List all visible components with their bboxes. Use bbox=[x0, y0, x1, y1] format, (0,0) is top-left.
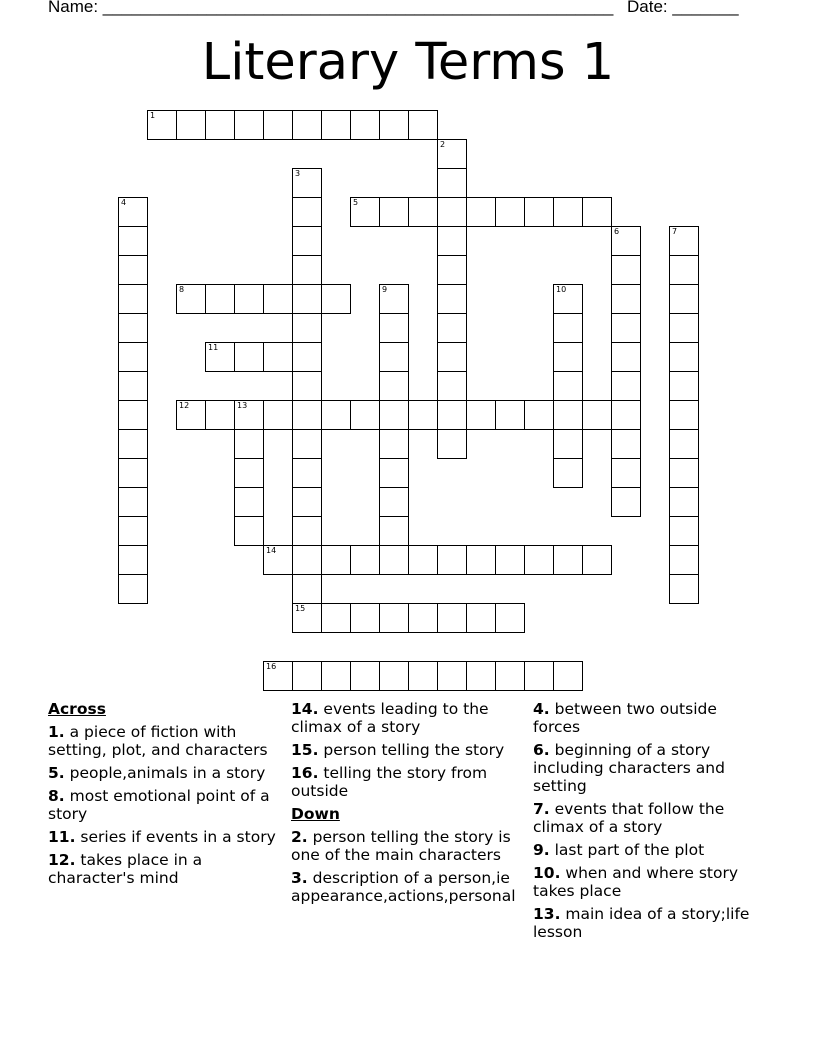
cell-number: 10 bbox=[556, 285, 567, 294]
clue-text: when and where story takes place bbox=[533, 864, 738, 900]
crossword-cell[interactable] bbox=[118, 226, 148, 256]
crossword-cell[interactable] bbox=[466, 661, 496, 691]
crossword-cell[interactable] bbox=[263, 110, 293, 140]
crossword-cell[interactable] bbox=[669, 429, 699, 459]
crossword-cell[interactable] bbox=[553, 429, 583, 459]
crossword-cell[interactable] bbox=[292, 400, 322, 430]
clue-item bbox=[533, 700, 763, 736]
crossword-cell[interactable] bbox=[437, 226, 467, 256]
crossword-cell[interactable] bbox=[379, 545, 409, 575]
clue-item bbox=[533, 741, 763, 795]
crossword-cell[interactable] bbox=[553, 545, 583, 575]
crossword-cell[interactable] bbox=[611, 371, 641, 401]
crossword-cell[interactable] bbox=[263, 284, 293, 314]
clue-text: description of a person,ie appearance,actions,personal bbox=[291, 869, 516, 905]
clue-text: main idea of a story;life lesson bbox=[533, 905, 750, 941]
clue-item bbox=[291, 741, 527, 759]
crossword-cell[interactable] bbox=[234, 342, 264, 372]
crossword-cell[interactable] bbox=[379, 661, 409, 691]
crossword-cell[interactable] bbox=[669, 284, 699, 314]
crossword-cell[interactable] bbox=[292, 661, 322, 691]
clue-item bbox=[291, 828, 527, 864]
cell-number: 11 bbox=[208, 343, 219, 352]
clue-number: 2. bbox=[291, 828, 308, 846]
clue-item bbox=[48, 828, 278, 846]
crossword-cell[interactable] bbox=[379, 429, 409, 459]
crossword-cell[interactable] bbox=[234, 400, 264, 430]
crossword-cell[interactable] bbox=[118, 574, 148, 604]
crossword-cell[interactable] bbox=[611, 458, 641, 488]
crossword-cell[interactable] bbox=[466, 400, 496, 430]
crossword-cell[interactable] bbox=[350, 400, 380, 430]
crossword-cell[interactable] bbox=[321, 110, 351, 140]
clue-item bbox=[48, 851, 278, 887]
crossword-cell[interactable] bbox=[495, 400, 525, 430]
crossword-cell[interactable] bbox=[292, 487, 322, 517]
crossword-cell[interactable] bbox=[118, 255, 148, 285]
across-heading: Across bbox=[48, 700, 106, 718]
clue-column-3 bbox=[533, 700, 763, 946]
clue-item bbox=[533, 905, 763, 941]
crossword-cell[interactable] bbox=[408, 661, 438, 691]
crossword-cell[interactable] bbox=[553, 661, 583, 691]
clue-text: events that follow the climax of a story bbox=[533, 800, 725, 836]
crossword-cell[interactable] bbox=[292, 574, 322, 604]
crossword-cell[interactable] bbox=[437, 284, 467, 314]
crossword-cell[interactable] bbox=[669, 371, 699, 401]
cell-number: 5 bbox=[353, 198, 359, 207]
down-heading: Down bbox=[291, 805, 340, 823]
crossword-cell[interactable] bbox=[524, 545, 554, 575]
cell-number: 3 bbox=[295, 169, 301, 178]
crossword-cell[interactable] bbox=[379, 487, 409, 517]
crossword-cell[interactable] bbox=[466, 197, 496, 227]
clue-number: 14. bbox=[291, 700, 319, 718]
crossword-cell[interactable] bbox=[437, 371, 467, 401]
crossword-cell[interactable] bbox=[379, 458, 409, 488]
cell-number: 8 bbox=[179, 285, 185, 294]
crossword-cell[interactable] bbox=[263, 342, 293, 372]
crossword-cell[interactable] bbox=[669, 255, 699, 285]
crossword-cell[interactable] bbox=[437, 661, 467, 691]
crossword-cell[interactable] bbox=[582, 197, 612, 227]
clue-number: 1. bbox=[48, 723, 65, 741]
crossword-cell[interactable] bbox=[669, 400, 699, 430]
crossword-cell[interactable] bbox=[582, 545, 612, 575]
clue-text: a piece of fiction with setting, plot, and characters bbox=[48, 723, 268, 759]
clue-text: telling the story from outside bbox=[291, 764, 488, 800]
crossword-cell[interactable] bbox=[611, 313, 641, 343]
crossword-cell[interactable] bbox=[495, 197, 525, 227]
crossword-cell[interactable] bbox=[437, 255, 467, 285]
crossword-cell[interactable] bbox=[524, 661, 554, 691]
clue-text: person telling the story is one of the main characters bbox=[291, 828, 511, 864]
clue-column-1 bbox=[48, 700, 278, 892]
crossword-cell[interactable] bbox=[379, 371, 409, 401]
crossword-cell[interactable] bbox=[669, 313, 699, 343]
crossword-cell[interactable] bbox=[379, 110, 409, 140]
crossword-cell[interactable] bbox=[292, 429, 322, 459]
crossword-cell[interactable] bbox=[321, 603, 351, 633]
crossword-cell[interactable] bbox=[205, 110, 235, 140]
crossword-cell[interactable] bbox=[524, 400, 554, 430]
clue-item bbox=[533, 864, 763, 900]
crossword-cell[interactable] bbox=[292, 342, 322, 372]
crossword-cell[interactable] bbox=[234, 487, 264, 517]
clue-number: 5. bbox=[48, 764, 65, 782]
clue-number: 12. bbox=[48, 851, 76, 869]
cell-number: 12 bbox=[179, 401, 190, 410]
clue-text: last part of the plot bbox=[554, 841, 705, 859]
crossword-cell[interactable] bbox=[118, 516, 148, 546]
crossword-cell[interactable] bbox=[205, 342, 235, 372]
crossword-cell[interactable] bbox=[466, 603, 496, 633]
crossword-cell[interactable] bbox=[321, 284, 351, 314]
crossword-cell[interactable] bbox=[553, 342, 583, 372]
crossword-cell[interactable] bbox=[350, 603, 380, 633]
crossword-cell[interactable] bbox=[408, 400, 438, 430]
crossword-cell[interactable] bbox=[292, 226, 322, 256]
crossword-cell[interactable] bbox=[669, 226, 699, 256]
crossword-cell[interactable] bbox=[379, 516, 409, 546]
clue-number: 11. bbox=[48, 828, 76, 846]
clue-text: events leading to the climax of a story bbox=[291, 700, 489, 736]
cell-number: 14 bbox=[266, 546, 277, 555]
crossword-cell[interactable] bbox=[437, 197, 467, 227]
crossword-cell[interactable] bbox=[118, 458, 148, 488]
crossword-cell[interactable] bbox=[118, 487, 148, 517]
crossword-cell[interactable] bbox=[176, 284, 206, 314]
crossword-cell[interactable] bbox=[553, 400, 583, 430]
clue-item bbox=[291, 869, 527, 905]
crossword-cell[interactable] bbox=[611, 342, 641, 372]
crossword-cell[interactable] bbox=[263, 400, 293, 430]
clue-text: between two outside forces bbox=[533, 700, 717, 736]
crossword-cell[interactable] bbox=[350, 661, 380, 691]
clue-number: 10. bbox=[533, 864, 561, 882]
crossword-cell[interactable] bbox=[176, 110, 206, 140]
crossword-cell[interactable] bbox=[379, 603, 409, 633]
crossword-cell[interactable] bbox=[379, 284, 409, 314]
crossword-cell[interactable] bbox=[466, 545, 496, 575]
crossword-cell[interactable] bbox=[118, 284, 148, 314]
crossword-cell[interactable] bbox=[147, 110, 177, 140]
crossword-cell[interactable] bbox=[118, 545, 148, 575]
crossword-cell[interactable] bbox=[379, 400, 409, 430]
clue-item bbox=[48, 787, 278, 823]
page-title: Literary Terms 1 bbox=[201, 33, 615, 92]
clue-text: takes place in a character's mind bbox=[48, 851, 203, 887]
cell-number: 6 bbox=[614, 227, 620, 236]
crossword-cell[interactable] bbox=[292, 255, 322, 285]
crossword-cell[interactable] bbox=[292, 545, 322, 575]
clue-item bbox=[291, 700, 527, 736]
crossword-cell[interactable] bbox=[437, 545, 467, 575]
clue-number: 4. bbox=[533, 700, 550, 718]
crossword-cell[interactable] bbox=[611, 429, 641, 459]
crossword-cell[interactable] bbox=[350, 110, 380, 140]
clue-item bbox=[533, 841, 763, 859]
clue-number: 6. bbox=[533, 741, 550, 759]
crossword-cell[interactable] bbox=[611, 400, 641, 430]
crossword-cell[interactable] bbox=[118, 313, 148, 343]
clue-number: 8. bbox=[48, 787, 65, 805]
crossword-cell[interactable] bbox=[292, 516, 322, 546]
crossword-cell[interactable] bbox=[408, 197, 438, 227]
clue-text: most emotional point of a story bbox=[48, 787, 270, 823]
clue-text: people,animals in a story bbox=[69, 764, 266, 782]
cell-number: 7 bbox=[672, 227, 678, 236]
crossword-cell[interactable] bbox=[350, 197, 380, 227]
crossword-cell[interactable] bbox=[118, 197, 148, 227]
cell-number: 15 bbox=[295, 604, 306, 613]
crossword-cell[interactable] bbox=[292, 313, 322, 343]
clue-column-2 bbox=[291, 700, 527, 910]
crossword-cell[interactable] bbox=[437, 400, 467, 430]
crossword-cell[interactable] bbox=[118, 371, 148, 401]
crossword-cell[interactable] bbox=[669, 574, 699, 604]
clue-number: 7. bbox=[533, 800, 550, 818]
cell-number: 16 bbox=[266, 662, 277, 671]
clue-number: 13. bbox=[533, 905, 561, 923]
crossword-cell[interactable] bbox=[292, 110, 322, 140]
crossword-cell[interactable] bbox=[495, 545, 525, 575]
crossword-cell[interactable] bbox=[292, 284, 322, 314]
crossword-cell[interactable] bbox=[553, 197, 583, 227]
crossword-cell[interactable] bbox=[669, 458, 699, 488]
crossword-cell[interactable] bbox=[321, 545, 351, 575]
crossword-cell[interactable] bbox=[669, 487, 699, 517]
crossword-cell[interactable] bbox=[408, 603, 438, 633]
crossword-cell[interactable] bbox=[669, 342, 699, 372]
crossword-cell[interactable] bbox=[379, 342, 409, 372]
clue-item bbox=[48, 723, 278, 759]
crossword-cell[interactable] bbox=[350, 545, 380, 575]
cell-number: 9 bbox=[382, 285, 388, 294]
crossword-cell[interactable] bbox=[495, 603, 525, 633]
crossword-cell[interactable] bbox=[437, 342, 467, 372]
clue-item bbox=[533, 800, 763, 836]
clue-text: beginning of a story including characters and setting bbox=[533, 741, 725, 795]
crossword-cell[interactable] bbox=[234, 110, 264, 140]
clue-item bbox=[48, 764, 278, 782]
cell-number: 2 bbox=[440, 140, 446, 149]
crossword-cell[interactable] bbox=[292, 458, 322, 488]
clue-text: person telling the story bbox=[323, 741, 505, 759]
crossword-cell[interactable] bbox=[234, 429, 264, 459]
crossword-cell[interactable] bbox=[205, 284, 235, 314]
crossword-cell[interactable] bbox=[611, 255, 641, 285]
crossword-cell[interactable] bbox=[263, 545, 293, 575]
crossword-cell[interactable] bbox=[582, 400, 612, 430]
crossword-cell[interactable] bbox=[118, 429, 148, 459]
name-field-label: Name: ______________________________________________________ bbox=[48, 0, 614, 16]
crossword-cell[interactable] bbox=[553, 371, 583, 401]
crossword-cell[interactable] bbox=[408, 110, 438, 140]
crossword-cell[interactable] bbox=[379, 313, 409, 343]
crossword-cell[interactable] bbox=[437, 603, 467, 633]
crossword-cell[interactable] bbox=[437, 168, 467, 198]
crossword-cell[interactable] bbox=[263, 661, 293, 691]
crossword-cell[interactable] bbox=[321, 400, 351, 430]
crossword-cell[interactable] bbox=[292, 168, 322, 198]
clue-number: 15. bbox=[291, 741, 319, 759]
clue-number: 3. bbox=[291, 869, 308, 887]
crossword-cell[interactable] bbox=[437, 429, 467, 459]
clue-text: series if events in a story bbox=[80, 828, 276, 846]
crossword-cell[interactable] bbox=[437, 139, 467, 169]
cell-number: 13 bbox=[237, 401, 248, 410]
cell-number: 4 bbox=[121, 198, 127, 207]
crossword-cell[interactable] bbox=[118, 342, 148, 372]
cell-number: 1 bbox=[150, 111, 156, 120]
crossword-cell[interactable] bbox=[118, 400, 148, 430]
crossword-cell[interactable] bbox=[553, 458, 583, 488]
date-field-label: Date: _______ bbox=[627, 0, 739, 16]
crossword-cell[interactable] bbox=[611, 487, 641, 517]
clue-number: 9. bbox=[533, 841, 550, 859]
crossword-cell[interactable] bbox=[292, 603, 322, 633]
crossword-cell[interactable] bbox=[611, 284, 641, 314]
crossword-cell[interactable] bbox=[234, 284, 264, 314]
crossword-cell[interactable] bbox=[408, 545, 438, 575]
crossword-cell[interactable] bbox=[524, 197, 554, 227]
crossword-cell[interactable] bbox=[495, 661, 525, 691]
crossword-cell[interactable] bbox=[553, 313, 583, 343]
crossword-cell[interactable] bbox=[205, 400, 235, 430]
crossword-cell[interactable] bbox=[176, 400, 206, 430]
crossword-cell[interactable] bbox=[669, 545, 699, 575]
crossword-cell[interactable] bbox=[437, 313, 467, 343]
crossword-cell[interactable] bbox=[321, 661, 351, 691]
clue-number: 16. bbox=[291, 764, 319, 782]
crossword-cell[interactable] bbox=[379, 197, 409, 227]
crossword-cell[interactable] bbox=[292, 197, 322, 227]
crossword-cell[interactable] bbox=[234, 458, 264, 488]
crossword-cell[interactable] bbox=[553, 284, 583, 314]
clue-item bbox=[291, 764, 527, 800]
crossword-cell[interactable] bbox=[234, 516, 264, 546]
crossword-cell[interactable] bbox=[669, 516, 699, 546]
crossword-cell[interactable] bbox=[292, 371, 322, 401]
crossword-cell[interactable] bbox=[611, 226, 641, 256]
